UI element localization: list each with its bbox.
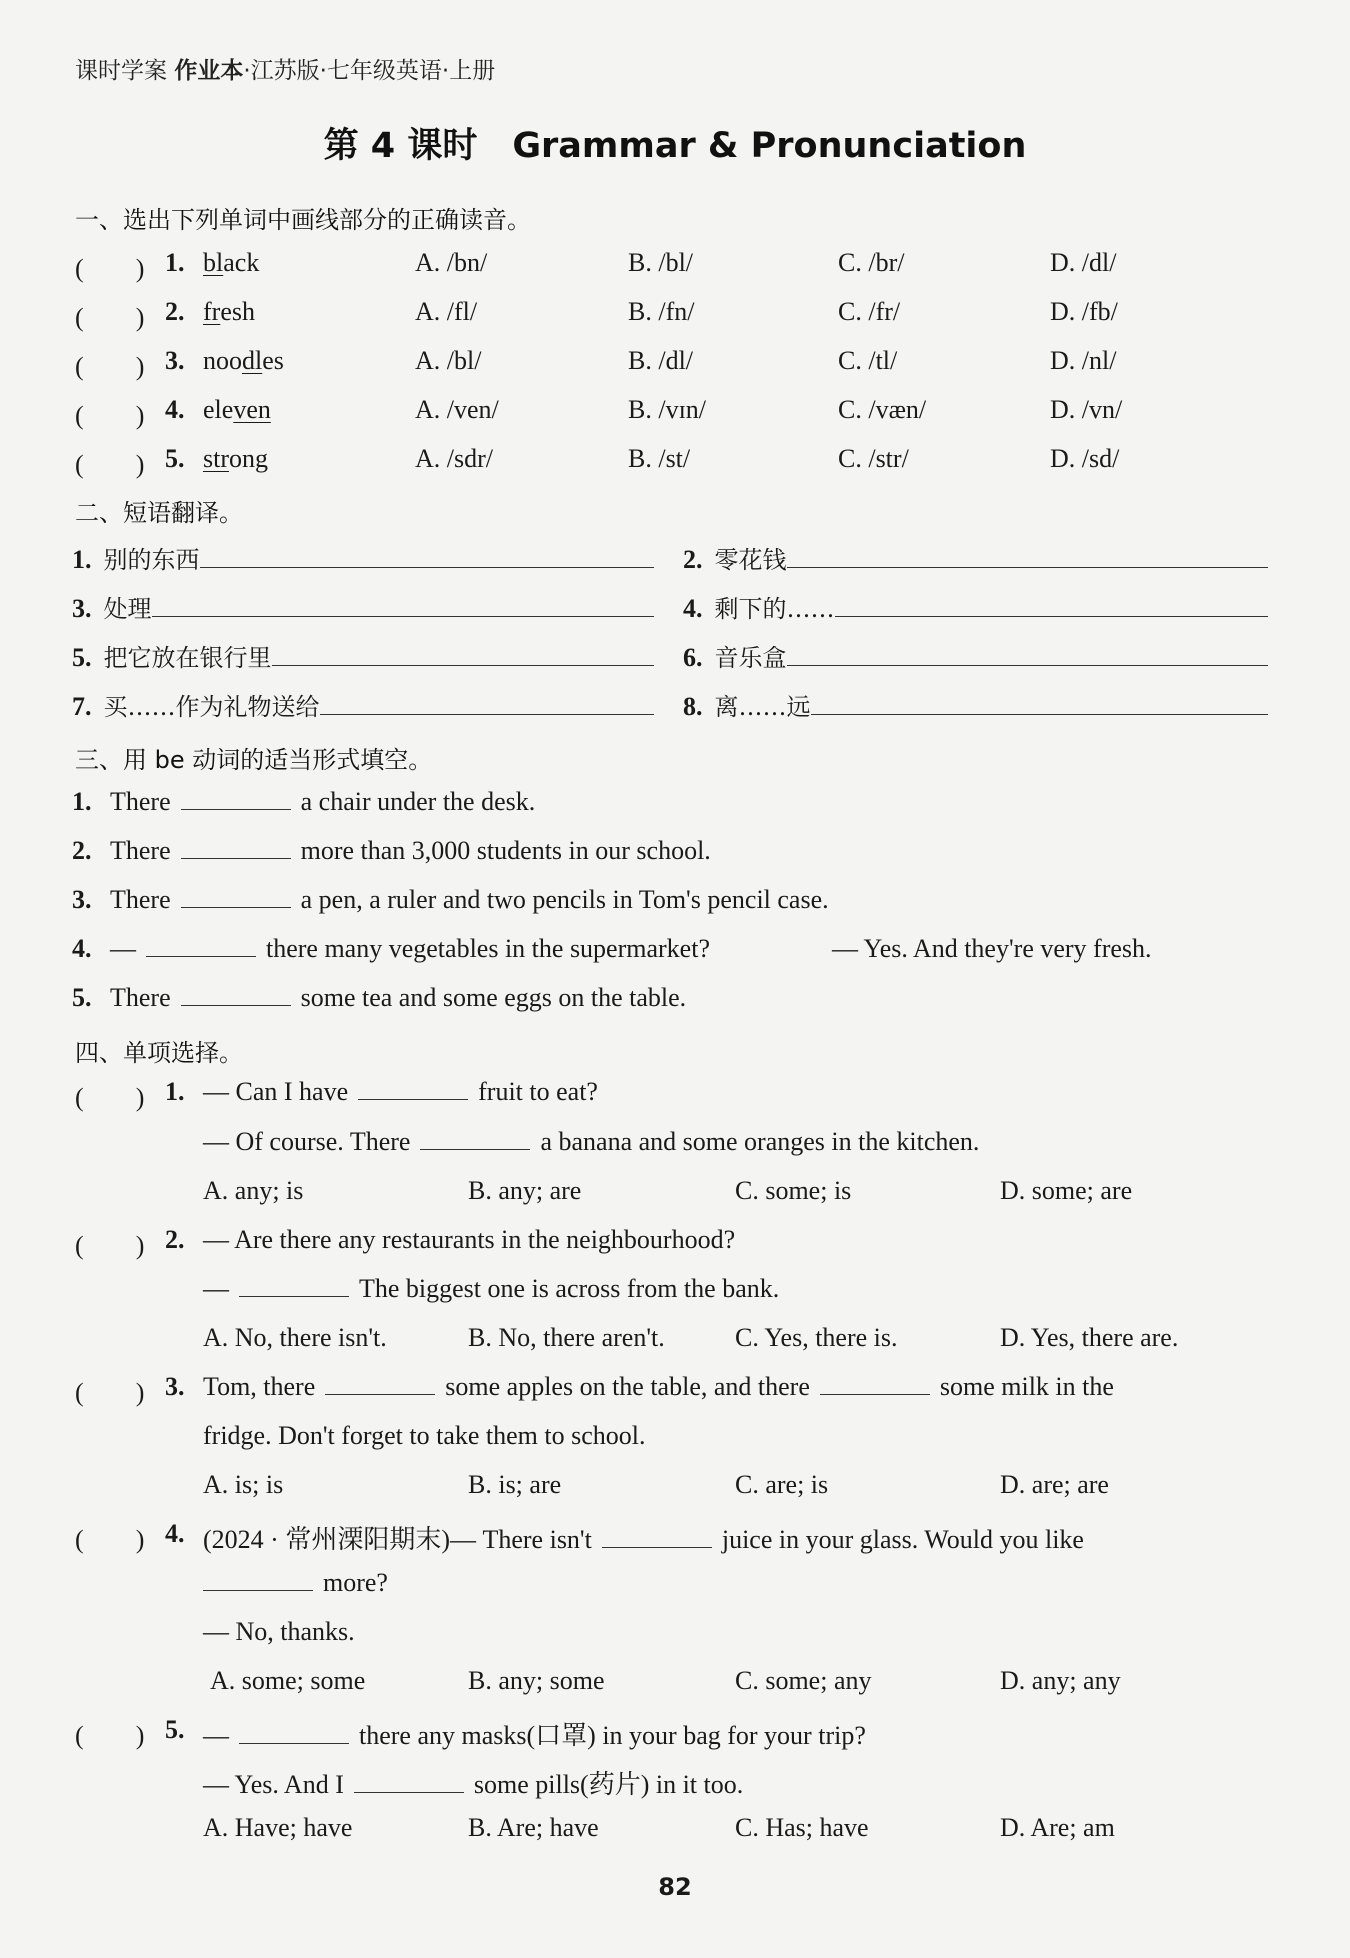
- question-number: 1.: [165, 1077, 185, 1106]
- page-number: 82: [658, 1873, 692, 1901]
- option-d[interactable]: D. /vn/: [1050, 395, 1123, 424]
- question-number: 4.: [165, 1519, 185, 1548]
- option-d[interactable]: D. Are; am: [1000, 1813, 1115, 1842]
- translation-blank[interactable]: [787, 545, 1269, 568]
- translation-blank[interactable]: [200, 545, 655, 568]
- answer-blank[interactable]: [181, 983, 291, 1006]
- answer-blank[interactable]: [602, 1525, 712, 1548]
- q3-line1: Tom, there some apples on the table, and there some milk in the: [203, 1372, 1114, 1401]
- option-a[interactable]: A. /bn/: [415, 248, 488, 277]
- option-a[interactable]: A. No, there isn't.: [203, 1323, 387, 1352]
- word: fresh: [203, 297, 255, 326]
- phrase-item: [72, 540, 654, 575]
- answer-blank[interactable]: [181, 885, 291, 908]
- answer-paren[interactable]: ( ): [75, 303, 145, 332]
- option-d[interactable]: D. /dl/: [1050, 248, 1117, 277]
- question-number: 1.: [165, 248, 185, 277]
- option-d[interactable]: D. /nl/: [1050, 346, 1117, 375]
- question-number: 1.: [72, 545, 92, 574]
- option-d[interactable]: D. /sd/: [1050, 444, 1120, 473]
- q1-line2: — Of course. There a banana and some oranges in the kitchen.: [203, 1127, 980, 1156]
- option-b[interactable]: B. /dl/: [628, 346, 694, 375]
- underlined-part: str: [203, 444, 229, 473]
- option-c[interactable]: C. /væn/: [838, 395, 927, 424]
- question-number: 5.: [72, 643, 92, 672]
- question-number: 5.: [165, 1715, 185, 1744]
- translation-blank[interactable]: [787, 643, 1269, 666]
- underlined-part: fr: [203, 297, 221, 326]
- answer-blank[interactable]: [354, 1770, 464, 1793]
- answer-paren[interactable]: ( ): [75, 1525, 145, 1554]
- q4-line2: more?: [203, 1568, 388, 1598]
- section3-heading: 三、用 be 动词的适当形式填空。: [75, 746, 433, 774]
- underlined-part: ven: [233, 395, 271, 424]
- section1-heading: 一、选出下列单词中画线部分的正确读音。: [75, 206, 531, 234]
- q4-line3: — No, thanks.: [203, 1617, 355, 1646]
- answer-blank[interactable]: [820, 1372, 930, 1395]
- option-b[interactable]: B. is; are: [468, 1470, 562, 1499]
- underlined-part: bl: [203, 248, 224, 277]
- option-c[interactable]: C. /tl/: [838, 346, 898, 375]
- answer-blank[interactable]: [325, 1372, 435, 1395]
- option-c[interactable]: C. /str/: [838, 444, 909, 473]
- answer-blank[interactable]: [420, 1127, 530, 1150]
- option-b[interactable]: B. No, there aren't.: [468, 1323, 665, 1352]
- answer-paren[interactable]: ( ): [75, 401, 145, 430]
- translation-blank[interactable]: [152, 594, 655, 617]
- option-b[interactable]: B. /bl/: [628, 248, 694, 277]
- phrase-item: [72, 687, 654, 722]
- option-a[interactable]: A. any; is: [203, 1176, 304, 1205]
- answer-paren[interactable]: ( ): [75, 254, 145, 283]
- question-number: 6.: [683, 643, 703, 672]
- option-a[interactable]: A. /bl/: [415, 346, 482, 375]
- option-c[interactable]: C. some; any: [735, 1666, 872, 1695]
- option-d[interactable]: D. are; are: [1000, 1470, 1109, 1499]
- phrase-text: 别的东西: [103, 546, 200, 574]
- option-a[interactable]: A. /sdr/: [415, 444, 493, 473]
- phrase-item: [683, 638, 1268, 673]
- section2-heading: 二、短语翻译。: [75, 499, 243, 527]
- fill-sentence: There a chair under the desk.: [110, 787, 536, 816]
- q2-line2: — The biggest one is across from the bank.: [203, 1274, 780, 1303]
- answer-blank[interactable]: [181, 836, 291, 859]
- phrase-text: 音乐盒: [714, 644, 787, 672]
- question-number: 2.: [72, 836, 92, 865]
- option-b[interactable]: B. /st/: [628, 444, 691, 473]
- question-number: 3.: [72, 885, 92, 914]
- answer-paren[interactable]: ( ): [75, 1231, 145, 1260]
- translation-blank[interactable]: [272, 643, 655, 666]
- page-title: 第 4 课时 Grammar & Pronunciation: [323, 126, 1027, 166]
- option-c[interactable]: C. /fr/: [838, 297, 901, 326]
- question-number: 3.: [165, 1372, 185, 1401]
- answer-paren[interactable]: ( ): [75, 352, 145, 381]
- question-number: 2.: [165, 1225, 185, 1254]
- question-number: 5.: [72, 983, 92, 1012]
- option-d[interactable]: D. some; are: [1000, 1176, 1133, 1205]
- translation-blank[interactable]: [811, 692, 1269, 715]
- answer-paren[interactable]: ( ): [75, 1378, 145, 1407]
- phrase-text: 处理: [103, 595, 152, 623]
- fill-sentence: There more than 3,000 students in our school.: [110, 836, 711, 865]
- header-rest: ·江苏版·七年级英语·上册: [243, 58, 496, 84]
- phrase-item: [72, 589, 654, 624]
- q3-line2: fridge. Don't forget to take them to school.: [203, 1421, 646, 1450]
- underlined-part: dl: [242, 346, 263, 375]
- answer-blank[interactable]: [239, 1721, 349, 1744]
- translation-blank[interactable]: [835, 594, 1269, 617]
- option-a[interactable]: A. /ven/: [415, 395, 499, 424]
- question-number: 4.: [165, 395, 185, 424]
- question-number: 4.: [683, 594, 703, 623]
- phrase-text: 剩下的……: [714, 595, 835, 623]
- q1-line1: — Can I have fruit to eat?: [203, 1077, 598, 1106]
- option-a[interactable]: A. is; is: [203, 1470, 284, 1499]
- phrase-item: [683, 687, 1268, 722]
- option-b[interactable]: B. any; some: [468, 1666, 605, 1695]
- option-a[interactable]: A. /fl/: [415, 297, 478, 326]
- option-c[interactable]: C. /br/: [838, 248, 905, 277]
- question-number: 3.: [165, 346, 185, 375]
- option-d[interactable]: D. Yes, there are.: [1000, 1323, 1179, 1352]
- word: noodles: [203, 346, 284, 375]
- phrase-text: 零花钱: [714, 546, 787, 574]
- answer-paren[interactable]: ( ): [75, 1083, 145, 1112]
- phrase-text: 把它放在银行里: [103, 644, 272, 672]
- section4-heading: 四、单项选择。: [75, 1039, 243, 1067]
- phrase-item: [72, 638, 654, 673]
- header-book: 作业本: [174, 58, 244, 84]
- option-c[interactable]: C. are; is: [735, 1470, 829, 1499]
- answer-blank[interactable]: [239, 1274, 349, 1297]
- phrase-item: [683, 589, 1268, 624]
- reply-text: — Yes. And they're very fresh.: [832, 934, 1152, 963]
- option-c[interactable]: C. some; is: [735, 1176, 852, 1205]
- header-series: 课时学案: [75, 58, 167, 84]
- question-number: 7.: [72, 692, 92, 721]
- translation-blank[interactable]: [320, 692, 655, 715]
- q2-line1: — Are there any restaurants in the neighbourhood?: [203, 1225, 736, 1254]
- answer-paren[interactable]: ( ): [75, 1721, 145, 1750]
- fill-sentence: — there many vegetables in the supermarket?: [110, 934, 710, 963]
- question-number: 4.: [72, 934, 92, 963]
- word: eleven: [203, 395, 271, 424]
- q4-line1: (2024 · 常州溧阳期末)— There isn't juice in your glass. Would you like: [203, 1525, 1084, 1554]
- question-number: 2.: [683, 545, 703, 574]
- book-header: [75, 52, 495, 85]
- option-c[interactable]: C. Yes, there is.: [735, 1323, 898, 1352]
- answer-blank[interactable]: [203, 1568, 313, 1591]
- option-b[interactable]: B. /fn/: [628, 297, 695, 326]
- option-a[interactable]: A. some; some: [210, 1666, 366, 1695]
- q5-line2: — Yes. And I some pills(药片) in it too.: [203, 1770, 744, 1799]
- phrase-text: 买……作为礼物送给: [103, 693, 320, 721]
- phrase-text: 离……远: [714, 693, 811, 721]
- option-b[interactable]: B. any; are: [468, 1176, 582, 1205]
- q5-line1: — there any masks(口罩) in your bag for your trip?: [203, 1721, 866, 1750]
- option-d[interactable]: D. any; any: [1000, 1666, 1121, 1695]
- phrase-item: [683, 540, 1268, 575]
- question-number: 5.: [165, 444, 185, 473]
- fill-sentence: There a pen, a ruler and two pencils in Tom's pencil case.: [110, 885, 829, 914]
- word: strong: [203, 444, 268, 473]
- question-number: 3.: [72, 594, 92, 623]
- answer-blank[interactable]: [146, 934, 256, 957]
- question-number: 1.: [72, 787, 92, 816]
- option-c[interactable]: C. Has; have: [735, 1813, 869, 1842]
- option-d[interactable]: D. /fb/: [1050, 297, 1118, 326]
- option-a[interactable]: A. Have; have: [203, 1813, 353, 1842]
- question-number: 2.: [165, 297, 185, 326]
- option-b[interactable]: B. /vɪn/: [628, 395, 707, 424]
- option-b[interactable]: B. Are; have: [468, 1813, 599, 1842]
- answer-blank[interactable]: [358, 1077, 468, 1100]
- word: black: [203, 248, 260, 277]
- question-number: 8.: [683, 692, 703, 721]
- answer-paren[interactable]: ( ): [75, 450, 145, 479]
- fill-sentence: There some tea and some eggs on the table.: [110, 983, 687, 1012]
- answer-blank[interactable]: [181, 787, 291, 810]
